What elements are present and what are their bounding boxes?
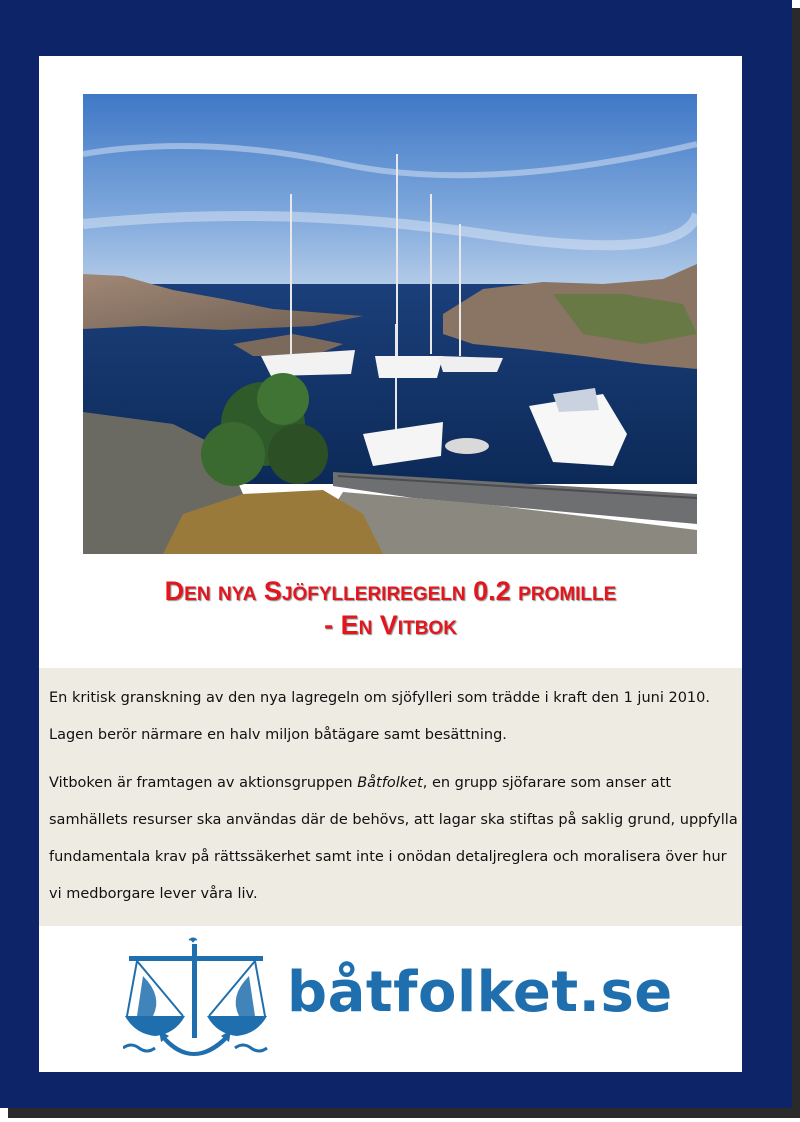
title-line-2: - En Vitbok [324, 610, 457, 640]
description-after: , en grupp sjöfarare som anser att samhällets resurser ska användas där de behövs, att lagar ska stiftas på saklig grund, uppfylla fundamentala krav på rättssäkerhet samt inte i onödan detaljreglera och moralisera över hur vi medborgare lever våra liv. [49, 775, 738, 902]
scales-anchor-icon [123, 936, 269, 1056]
document-title [39, 574, 742, 642]
batfolket-logo [123, 936, 673, 1056]
description-before: Vitboken är framtagen av aktionsgruppen [49, 775, 358, 791]
group-name: Båtfolket [357, 775, 423, 791]
summary-box [39, 668, 742, 926]
logo-wordmark: båtfolket.se [287, 960, 673, 1025]
title-line-1: Den nya Sjöfylleriregeln 0.2 promille [164, 576, 617, 606]
intro-paragraph: En kritisk granskning av den nya lagregeln om sjöfylleri som trädde i kraft den 1 juni 2010. Lagen berör närmare en halv miljon båtägare samt besättning. [49, 690, 710, 743]
description-paragraph [49, 765, 739, 913]
cover-page [39, 56, 742, 1072]
harbor-photo [83, 94, 697, 554]
